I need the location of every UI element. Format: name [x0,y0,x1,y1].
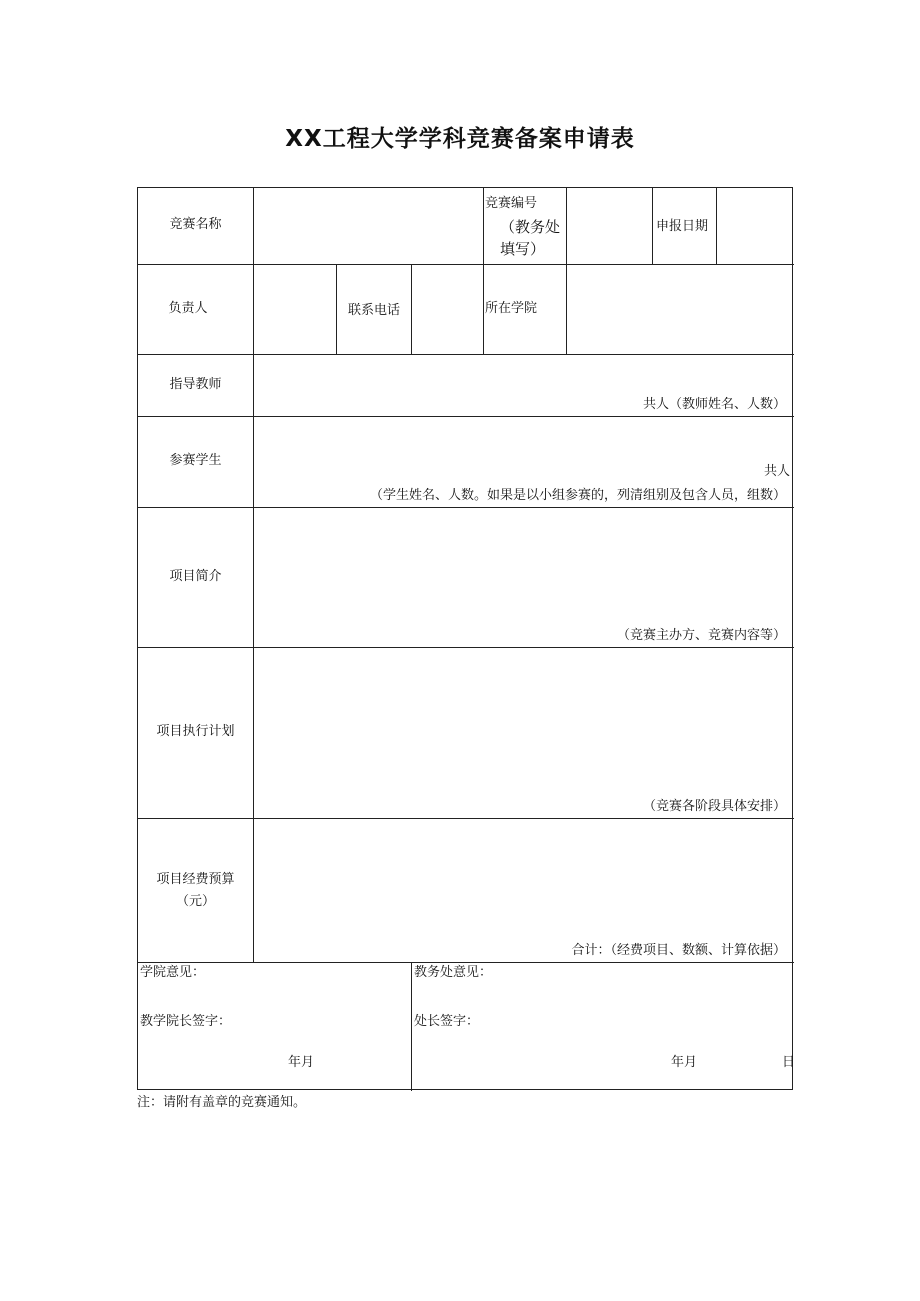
college-field[interactable] [567,265,793,353]
execution-plan-field[interactable] [254,648,793,817]
budget-label: 项目经费预算 [156,872,235,887]
project-intro-hint: （竞赛主办方、竞赛内容等） [616,628,786,643]
submit-date-field[interactable] [717,189,793,263]
office-head-signature-label: 处长签字： [414,1014,480,1029]
project-intro-field[interactable] [254,508,793,646]
leader-label: 负责人 [168,301,208,316]
column-divider [652,188,653,264]
competition-name-label: 竞赛名称 [169,217,222,232]
execution-plan-hint: （竞赛各阶段具体安排） [642,799,786,814]
students-hint: （学生姓名、人数。如果是以小组参赛的，列清组别及包含人员，组数） [369,488,786,503]
column-divider [483,188,484,354]
advisor-hint: 共人（教师姓名、人数） [642,397,786,412]
competition-code-label: 竞赛编号 [485,196,538,211]
application-form-table [137,187,796,1090]
competition-code-note: （教务处 [500,218,561,236]
students-count-hint: 共人 [763,464,790,479]
budget-hint: 合计：（经费项目、数额、计算依据） [571,943,786,958]
budget-field[interactable] [254,819,793,961]
phone-label: 联系电话 [347,303,400,318]
competition-name-field[interactable] [254,189,482,263]
office-opinion-label: 教务处意见： [414,965,493,980]
competition-code-field[interactable] [567,189,651,263]
college-label: 所在学院 [485,301,538,316]
project-intro-label: 项目简介 [169,569,222,584]
budget-unit-label: （元） [175,894,215,909]
college-date-label: 年月 [288,1055,315,1070]
footnote: 注：请附有盖章的竞赛通知。 [137,1095,307,1110]
advisor-label: 指导教师 [169,377,222,392]
phone-field[interactable] [412,265,482,353]
college-opinion-label: 学院意见： [140,965,206,980]
execution-plan-label: 项目执行计划 [156,724,235,739]
dean-signature-label: 教学院长签字： [140,1014,232,1029]
competition-code-note-2: 填写） [500,240,546,258]
office-date-day-label: 日 [782,1055,796,1070]
office-date-label: 年月 [671,1055,698,1070]
students-label: 参赛学生 [169,453,222,468]
submit-date-label: 申报日期 [656,219,709,234]
form-title: XX工程大学学科竞赛备案申请表 [285,126,635,152]
leader-field[interactable] [254,265,335,353]
